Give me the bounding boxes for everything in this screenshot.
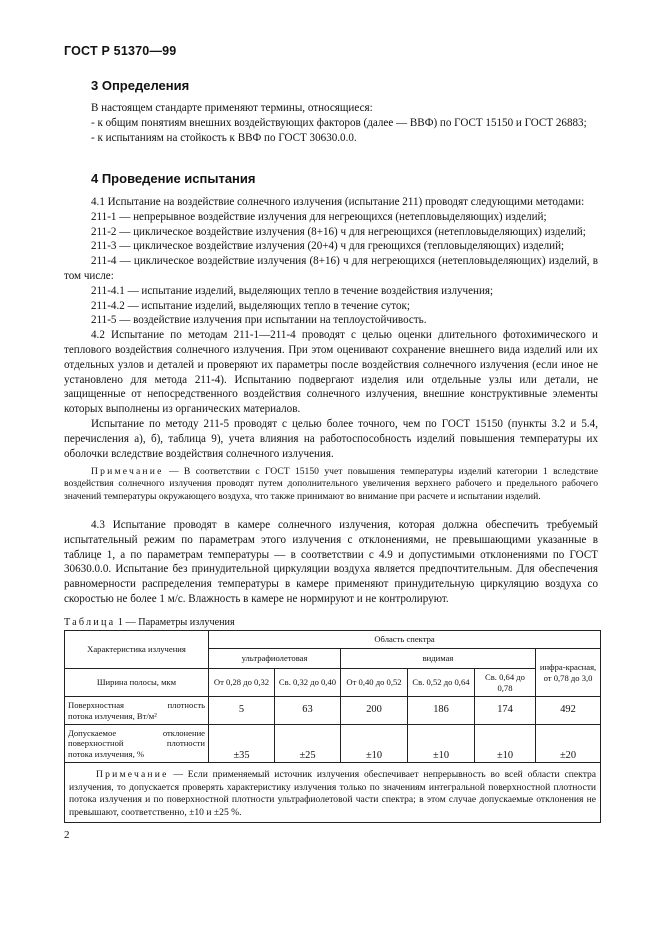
note-1-text: — В соответствии с ГОСТ 15150 учет повышения температуры изделий категории 1 вследствие воздействия солнечного излучения проводят путем дополнительного увеличения верхнего рабочего и предельного рабочего значений температуры окружающего воздуха, что также принимают во внимание при расчете и испытании изделий.: [64, 466, 598, 502]
deviation-value: ±10: [475, 725, 536, 763]
section-3-intro: В настоящем стандарте применяют термины, относящиеся:: [91, 102, 373, 114]
table-note-cell: [65, 763, 601, 823]
header-spectrum-region: Область спектра: [209, 631, 601, 649]
paragraph-4-2: 4.2 Испытание по методам 211-1—211-4 проводят с целью оценки длительного фотохимического и теплового воздействия солнечного излучения. При этом оценивают сохранение внешнего вида изделий или их отдельных узлов и деталей и проверяют их параметры после воздействия солнечного излучения (если иное не установлено для метода 211-4). Испытанию подвергают изделия или отдельные узлы или детали, не защищенные от непосредственного воздействия солнечного излучения, внешние конструктивные элементы которых выполнены из органических материалов.: [64, 329, 598, 416]
row-bandwidth-label: Ширина полосы, мкм: [65, 669, 209, 697]
density-value: 63: [275, 697, 341, 725]
deviation-value: ±25: [275, 725, 341, 763]
note-1: [64, 466, 598, 503]
section-4-body: [64, 195, 598, 461]
paragraph-4-1: 4.1 Испытание на воздействие солнечного излучения (испытание 211) проводят следующими методами:: [91, 196, 585, 208]
method-211-3: 211-3 — циклическое воздействие излучения (20+4) ч для греющихся (тепловыделяющих) изделий;: [91, 240, 565, 253]
band-cell: От 0,40 до 0,52: [341, 669, 408, 697]
method-211-4: 211-4 — циклическое воздействие излучения (8+16) ч для негреющихся (нетепловыделяющих) изделий, в том числе:: [64, 255, 598, 282]
row-deviation-label-line-1: Допускаемое отклонение поверхностной плотности: [68, 727, 205, 749]
header-visible: видимая: [341, 649, 536, 669]
paragraph-4-3-block: [64, 518, 598, 607]
method-211-5: 211-5 — воздействие излучения при испытании на теплоустойчивость.: [91, 314, 427, 327]
row-density-label: [65, 697, 209, 725]
band-cell: Св. 0,32 до 0,40: [275, 669, 341, 697]
density-value: 492: [536, 697, 601, 725]
method-211-4-1: 211-4.1 — испытание изделий, выделяющих тепло в течение воздействия излучения;: [91, 284, 494, 297]
density-value: 5: [209, 697, 275, 725]
page-number: 2: [64, 829, 70, 841]
standard-code-header: ГОСТ Р 51370—99: [64, 44, 177, 58]
deviation-value: ±10: [341, 725, 408, 763]
radiation-parameters-table: [64, 630, 601, 823]
deviation-value: ±20: [536, 725, 601, 763]
density-value: 200: [341, 697, 408, 725]
method-211-4-2: 211-4.2 — испытание изделий, выделяющих тепло в течение суток;: [91, 299, 410, 312]
band-cell: Св. 0,52 до 0,64: [408, 669, 475, 697]
note-1-label: Примечание: [91, 466, 164, 477]
row-density-label-line-2: потока излучения, Вт/м²: [68, 710, 157, 721]
note-2-label: Примечание: [96, 769, 169, 780]
header-characteristic: Характеристика излучения: [65, 631, 209, 669]
note-2: [69, 769, 596, 819]
row-deviation-label: [65, 725, 209, 763]
section-3-item-1: - к общим понятиям внешних воздействующих факторов (далее — ВВФ) по ГОСТ 15150 и ГОСТ 26883;: [91, 116, 587, 129]
band-cell: От 0,28 до 0,32: [209, 669, 275, 697]
density-value: 186: [408, 697, 475, 725]
deviation-value: ±10: [408, 725, 475, 763]
method-211-1: 211-1 — непрерывное воздействие излучения для негреющихся (нетепловыделяющих) изделий;: [91, 210, 547, 223]
section-3-body: [64, 101, 598, 145]
table-caption-text: 1 — Параметры излучения: [115, 617, 235, 628]
table-caption-label: Таблица: [64, 617, 116, 628]
row-deviation-label-line-2: потока излучения, %: [68, 748, 145, 759]
header-ultraviolet: ультрафиолетовая: [209, 649, 341, 669]
note-2-text: — Если применяемый источник излучения обеспечивает непрерывность во всей области спектра излучения, то допускается проверять характеристику излучения только по значениям интегральной поверхностной плотности потока излучения и по поверхностной плотности ультрафиолетовой части спектра; в этом случае допускаемые отклонения не превышают, соответственно, ±10 и ±25 %.: [69, 769, 597, 818]
section-4-title: 4 Проведение испытания: [91, 171, 256, 186]
section-3-title: 3 Определения: [91, 78, 190, 93]
row-density-label-line-1: Поверхностная плотность: [68, 700, 205, 710]
paragraph-4-2-method-5: Испытание по методу 211-5 проводят с целью более точного, чем по ГОСТ 15150 (пункты 3.2 и 5.4, перечисления а), б), таблица 9), учета влияния на работоспособность изделий повышения температуры их оболочки вследствие воздействия солнечного излучения.: [64, 417, 598, 460]
section-3-item-2: - к испытаниям на стойкость к ВВФ по ГОСТ 30630.0.0.: [91, 131, 357, 144]
table-1-caption: [64, 617, 235, 628]
density-value: 174: [475, 697, 536, 725]
band-cell: Св. 0,64 до 0,78: [475, 669, 536, 697]
header-infrared: инфра-красная, от 0,78 до 3,0: [536, 649, 601, 697]
method-211-2: 211-2 — циклическое воздействие излучения (8+16) ч для негреющихся (нетепловыделяющих) изделий;: [91, 225, 586, 238]
paragraph-4-3: 4.3 Испытание проводят в камере солнечного излучения, которая должна обеспечить требуемый испытательный режим по параметрам этого излучения с отклонениями, не превышающими указанные в таблице 1, а по параметрам температуры — в соответствии с 4.9 и допустимыми отклонениями по ГОСТ 30630.0.0. Испытание без принудительной циркуляции воздуха является предпочтительным. Для обеспечения равномерности распределения температуры в камере применяют принудительную циркуляцию воздуха со скоростью не более 1 м/с. Влажность в камере не нормируют и не контролируют.: [64, 519, 598, 605]
deviation-value: ±35: [209, 725, 275, 763]
